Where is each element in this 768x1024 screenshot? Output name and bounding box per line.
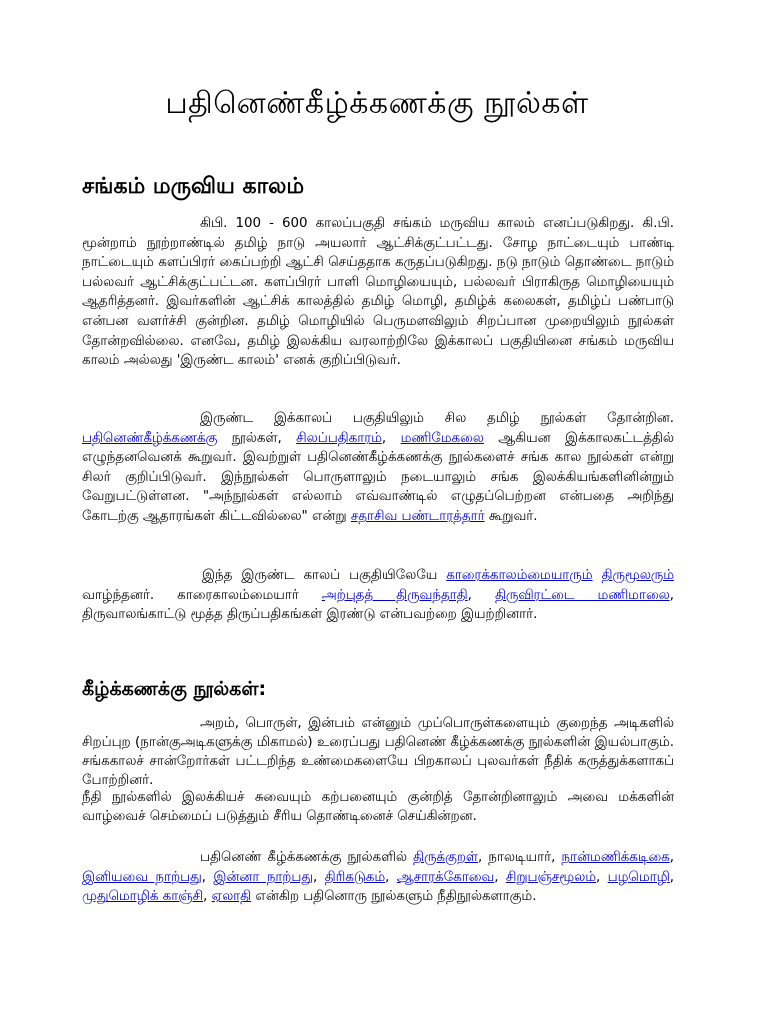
paragraph-sangam-maruviya-2 [82,409,674,527]
text-run: , [494,869,506,885]
paragraph-text: கிபி. 100 - 600 காலப்பகுதி சங்கம் மருவிய காலம் எனப்படுகிறது. கி.பி. மூன்றாம் நூற்றாண்டில் தமிழ் நாடு அயலார் ஆட்சிக்குட்பட்டது. சோழ நாட்டையும் பாண்டி நாட்டையும் களப்பிரர் கைப்பற்றி ஆட்சி செய்ததாக கருதப்படுகிறது. நடு நாடும் தொண்டை நாடும் பல்லவர் ஆட்சிக்குட்பட்டன. களப்பிரர் பாளி மொழியையும், பல்லவர் பிராகிருத மொழியையும் ஆதரித்தனர். இவர்களின் ஆட்சிக் காலத்தில் தமிழ் மொழி, தமிழ்க் கலைகள், தமிழ்ப் பண்பாடு என்பன வளர்ச்சி குன்றின. தமிழ் மொழியில் பெருமளவிலும் சிறப்பான முறையிலும் நூல்கள் தோன்றவில்லை. எனவே, தமிழ் இலக்கிய வரலாற்றிலே இக்காலப் பகுதியினை சங்கம் மருவிய காலம் அல்லது 'இருண்ட காலம்' எனக் குறிப்பிடுவர். [82,216,674,369]
text-run: இந்த இருண்ட காலப் பகுதியிலேயே [202,568,447,583]
link-sirupanchamoolam[interactable]: சிறுபஞ்சமூலம் [505,869,597,885]
link-arputha-thiruvanthathi[interactable]: அற்புதத் திருவந்தாதி [321,587,468,603]
text-run: கூறுவர். [484,508,538,524]
paragraph-kilkanakku-3 [82,848,674,907]
text-run: , [596,869,608,885]
paragraph-kilkanakku-2 [82,788,674,826]
text-run: , [669,869,675,885]
text-run: , திருவாலங்காட்டு மூத்த திருப்பதிகங்கள் இரண்டு என்பவற்றை இயற்றினார். [82,587,675,623]
text-run: இருண்ட இக்காலப் பகுதியிலும் சில தமிழ் நூல்கள் தோன்றின. [200,411,674,426]
link-pazhamozhi[interactable]: பழமொழி [607,869,670,885]
text-run: , [381,430,401,446]
section-heading-sangam-maruviya: சங்கம் மருவிய காலம் [82,174,305,199]
paragraph-text: அறம், பொருள், இன்பம் என்னும் முப்பொருள்களையும் குறைந்த அடிகளில் சிறப்புற (நான்குஅடிகளுக்கு மிகாமல்) உரைப்பது பதினெண் கீழ்க்கணக்கு நூல்களின் இயல்பாகும். சங்ககாலச் சான்றோர்கள் பட்டறிந்த உண்மைகளையே பிறகாலப் புலவர்கள் நீதிக் கருத்துக்களாகப் போற்றினர். [82,716,674,788]
text-run: பதினெண் கீழ்க்கணக்கு நூல்களில் [200,850,414,865]
text-run: நூல்கள், [217,430,297,446]
link-muthumozhik-kanji[interactable]: முதுமொழிக் காஞ்சி [82,889,204,905]
link-inna-narpathu[interactable]: இன்னா நாற்பது [213,869,314,885]
link-thirikadugam[interactable]: திரிகடுகம் [324,869,386,885]
text-run: ஆகியன இக்காலகட்டத்தில் எழுந்தனவெனக் கூறுவர். இவற்றுள் பதினெண்கீழ்க்கணக்கு நூல்களைச் சங்க கால நூல்கள் என்று சிலர் குறிப்பிடுவர். இந்நூல்கள் பொருளாலும் நடையாலும் சங்க இலக்கியங்களினின்றும் வேறுபட்டுள்ளன. "அந்நூல்கள் எல்லாம் எவ்வாண்டில் எழுதப்பெற்றன என்பதை அறிந்து கோடற்கு ஆதாரங்கள் கிட்டவில்லை" என்று [82,430,675,524]
page-title: பதினெண்கீழ்க்கணக்கு நூல்கள் [165,86,589,121]
link-asarakkovai[interactable]: ஆசாரக்கோவை [396,869,495,885]
paragraph-sangam-maruviya-3 [82,566,674,625]
text-run: என்கிற பதினொரு நூல்களும் நீதிநூல்களாகும். [251,889,537,905]
paragraph-kilkanakku-1 [82,714,674,790]
text-run: , [313,869,325,885]
link-thirukkural[interactable]: திருக்குறள் [413,850,478,865]
text-run: , [201,869,214,885]
link-pathinenkilkanakku[interactable]: பதினெண்கீழ்க்கணக்கு [82,430,218,446]
text-run: வாழ்ந்தனர். காரைகாலம்மையார் [82,587,322,603]
link-thiruvirattai-manimalai[interactable]: திருவிரட்டை மணிமாலை [494,587,670,603]
section-heading-kilkanakku: கீழ்க்கணக்கு நூல்கள்: [82,678,267,700]
text-run: , நாலடியார், [478,850,562,865]
text-run: , [669,850,674,865]
paragraph-text: நீதி நூல்களில் இலக்கியச் சுவையும் கற்பனையும் குன்றித் தோன்றினாலும் அவை மக்களின் வாழ்வைச் செம்மைப் படுத்தும் சீரிய தொண்டினைச் செய்கின்றன. [82,790,674,824]
link-silappathikaram[interactable]: சிலப்பதிகாரம் [296,430,382,446]
text-run: , [385,869,397,885]
link-thirumoolar[interactable]: திருமூலரும் [601,568,674,583]
text-run: , [467,587,495,603]
paragraph-sangam-maruviya-1 [82,214,674,371]
link-manimekalai[interactable]: மணிமேகலை [400,430,484,446]
link-karaikkal-ammaiyar[interactable]: காரைக்காலம்மையாரும் [446,568,593,583]
link-nanmanikkadikai[interactable]: நான்மணிக்கடிகை [561,850,670,865]
link-iniyavai-narpathu[interactable]: இனியவை நாற்பது [82,869,202,885]
link-sadasiva-pandarathar[interactable]: சதாசிவ பண்டாரத்தார் [350,508,485,524]
link-elathi[interactable]: ஏலாதி [211,889,252,905]
text-run: , [203,889,212,905]
